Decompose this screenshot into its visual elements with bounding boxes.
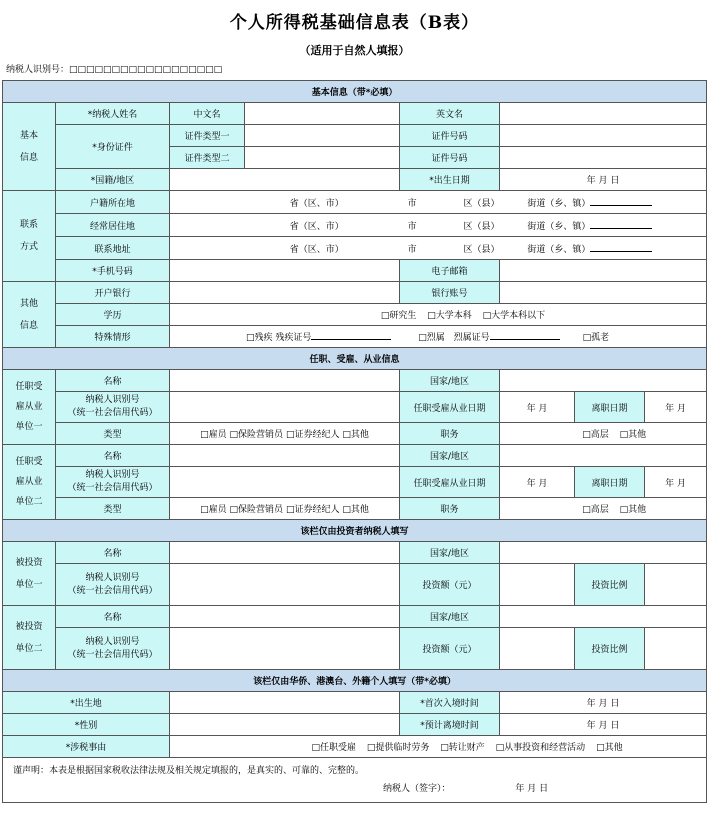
tax-matter-options: [170, 736, 707, 758]
disabled-no-blank[interactable]: [311, 330, 391, 340]
investee1-name-field[interactable]: [170, 542, 400, 564]
id-no1-label: 证件号码: [400, 125, 500, 147]
investee2-ratio-field[interactable]: [645, 628, 707, 670]
investee1-country-label: 国家/地区: [400, 542, 500, 564]
mobile-label: *手机号码: [56, 260, 170, 282]
type-option-employee[interactable]: □雇员: [200, 430, 227, 440]
matter-option-temporary-labor[interactable]: □提供临时劳务: [366, 743, 430, 753]
province-label: 省（区、市）: [289, 221, 344, 232]
city-label: 市: [407, 221, 417, 232]
id-type2-label: 证件类型二: [170, 147, 245, 169]
position-option-other[interactable]: □其他: [619, 430, 647, 440]
english-name-label: 英文名: [400, 103, 500, 125]
id-no2-label: 证件号码: [400, 147, 500, 169]
section-header-basic: 基本信息（带*必填）: [3, 81, 707, 103]
chinese-name-label: 中文名: [170, 103, 245, 125]
type-option-broker[interactable]: □证券经纪人: [285, 505, 340, 515]
taxpayer-id-line: [6, 62, 222, 75]
taxpayer-name-label: *纳税人姓名: [56, 103, 170, 125]
investee1-amount-label: 投资额（元）: [400, 564, 500, 606]
district-label: 区（县）: [463, 244, 500, 255]
martyr-no-label: 烈属证号: [453, 333, 490, 343]
employer2-country-field[interactable]: [500, 445, 707, 467]
basic-info-table: [2, 80, 707, 803]
id-type1-label: 证件类型一: [170, 125, 245, 147]
investee2-tin-field[interactable]: [170, 628, 400, 670]
matter-option-property-transfer[interactable]: □转让财产: [440, 743, 485, 753]
declaration-text: 谨声明：本表是根据国家税收法律法规及相关规定填报的，是真实的、可靠的、完整的。: [13, 766, 365, 776]
investee1-ratio-field[interactable]: [645, 564, 707, 606]
first-entry-field[interactable]: 年 月 日: [500, 692, 707, 714]
nationality-field[interactable]: [170, 169, 400, 191]
investee2-country-label: 国家/地区: [400, 606, 500, 628]
tax-matter-label: *涉税事由: [3, 736, 170, 758]
district-label: 区（县）: [463, 198, 500, 209]
email-field[interactable]: [500, 260, 707, 282]
matter-option-employment[interactable]: □任职受雇: [311, 743, 357, 753]
employer2-name-field[interactable]: [170, 445, 400, 467]
employer2-country-label: 国家/地区: [400, 445, 500, 467]
investee1-amount-field[interactable]: [500, 564, 575, 606]
signature-line: [13, 780, 696, 798]
employer2-position-options: [500, 498, 707, 520]
employer2-type-options: [170, 498, 400, 520]
id-type2-field[interactable]: [245, 147, 400, 169]
city-label: 市: [407, 244, 417, 255]
investee1-name-label: 名称: [56, 542, 170, 564]
gender-field[interactable]: [170, 714, 400, 736]
investee2-amount-field[interactable]: [500, 628, 575, 670]
group-employer-2: 任职受 雇从业 单位二: [3, 445, 56, 520]
signer-label: 纳税人（签字）：: [383, 784, 451, 794]
birth-date-field[interactable]: 年 月 日: [500, 169, 707, 191]
birthplace-label: *出生地: [3, 692, 170, 714]
bank-label: 开户银行: [56, 282, 170, 304]
residence-address-field[interactable]: [170, 214, 707, 237]
position-option-senior[interactable]: □高层: [582, 505, 609, 515]
mobile-field[interactable]: [170, 260, 400, 282]
investee1-country-field[interactable]: [500, 542, 707, 564]
taxpayer-id-boxes[interactable]: □□□□□□□□□□□□□□□□□□: [69, 65, 223, 75]
employer1-country-field[interactable]: [500, 370, 707, 392]
employer1-country-label: 国家/地区: [400, 370, 500, 392]
birthplace-field[interactable]: [170, 692, 400, 714]
province-label: 省（区、市）: [289, 198, 344, 209]
investee1-ratio-label: 投资比例: [575, 564, 645, 606]
group-contact: 联系 方式: [3, 191, 56, 282]
city-label: 市: [407, 198, 417, 209]
street-blank[interactable]: [590, 219, 652, 229]
id-no1-field[interactable]: [500, 125, 707, 147]
first-entry-label: *首次入境时间: [400, 692, 500, 714]
special-case-options: [170, 326, 707, 348]
type-option-broker[interactable]: □证券经纪人: [285, 430, 340, 440]
group-investee-1: 被投资 单位一: [3, 542, 56, 606]
group-basic-info: 基本 信息: [3, 103, 56, 191]
gender-label: *性别: [3, 714, 170, 736]
investee2-amount-label: 投资额（元）: [400, 628, 500, 670]
expected-exit-label: *预计离境时间: [400, 714, 500, 736]
investee1-tin-label: 纳税人识别号 （统一社会信用代码）: [56, 564, 170, 606]
investee2-name-label: 名称: [56, 606, 170, 628]
chinese-name-field[interactable]: [245, 103, 400, 125]
employer1-tin-label: 纳税人识别号 （统一社会信用代码）: [56, 392, 170, 423]
section-header-investment: 该栏仅由投资者纳税人填写: [3, 520, 707, 542]
street-label: 街道（乡、镇）: [527, 244, 591, 255]
type-option-insurance[interactable]: □保险营销员: [229, 430, 284, 440]
edu-option-below[interactable]: □大学本科以下: [482, 311, 546, 321]
group-other-info: 其他 信息: [3, 282, 56, 348]
education-label: 学历: [56, 304, 170, 326]
employer1-leave-date-field[interactable]: 年 月: [645, 392, 707, 423]
employer2-leave-date-field[interactable]: 年 月: [645, 467, 707, 498]
employer1-start-date-field[interactable]: 年 月: [500, 392, 575, 423]
contact-address-label: 联系地址: [56, 237, 170, 260]
street-label: 街道（乡、镇）: [527, 198, 591, 209]
employer2-position-label: 职务: [400, 498, 500, 520]
employer2-tin-label: 纳税人识别号 （统一社会信用代码）: [56, 467, 170, 498]
edu-option-postgrad[interactable]: □研究生: [380, 311, 417, 321]
investee1-tin-field[interactable]: [170, 564, 400, 606]
section-header-employment: 任职、受雇、从业信息: [3, 348, 707, 370]
street-label: 街道（乡、镇）: [527, 221, 591, 232]
investee2-name-field[interactable]: [170, 606, 400, 628]
street-blank[interactable]: [590, 196, 652, 206]
household-address-label: 户籍所在地: [56, 191, 170, 214]
investee2-country-field[interactable]: [500, 606, 707, 628]
type-option-employee[interactable]: □雇员: [200, 505, 227, 515]
birth-date-label: *出生日期: [400, 169, 500, 191]
investee2-tin-label: 纳税人识别号 （统一社会信用代码）: [56, 628, 170, 670]
english-name-field[interactable]: [500, 103, 707, 125]
type-option-insurance[interactable]: □保险营销员: [229, 505, 284, 515]
residence-address-label: 经常居住地: [56, 214, 170, 237]
position-option-senior[interactable]: □高层: [582, 430, 609, 440]
group-investee-2: 被投资 单位二: [3, 606, 56, 670]
form-subtitle: （适用于自然人填报）: [299, 44, 410, 57]
martyr-option[interactable]: □烈属: [418, 333, 445, 343]
disabled-no-label: 残疾证号: [275, 333, 312, 343]
employer1-position-label: 职务: [400, 423, 500, 445]
bank-account-label: 银行账号: [400, 282, 500, 304]
disabled-option[interactable]: □残疾: [246, 333, 273, 343]
email-label: 电子邮箱: [400, 260, 500, 282]
employer2-name-label: 名称: [56, 445, 170, 467]
group-employer-1: 任职受 雇从业 单位一: [3, 370, 56, 445]
special-case-label: 特殊情形: [56, 326, 170, 348]
employer2-start-date-field[interactable]: 年 月: [500, 467, 575, 498]
street-blank[interactable]: [590, 242, 652, 252]
type-option-other[interactable]: □其他: [342, 430, 369, 440]
investee2-ratio-label: 投资比例: [575, 628, 645, 670]
matter-option-investment[interactable]: □从事投资和经营活动: [495, 743, 586, 753]
employer1-name-label: 名称: [56, 370, 170, 392]
province-label: 省（区、市）: [289, 244, 344, 255]
matter-option-other[interactable]: □其他: [596, 743, 623, 753]
employer1-leave-date-label: 离职日期: [575, 392, 645, 423]
employer2-type-label: 类型: [56, 498, 170, 520]
employer2-leave-date-label: 离职日期: [575, 467, 645, 498]
expected-exit-field[interactable]: 年 月 日: [500, 714, 707, 736]
taxpayer-id-label: 纳税人识别号：: [6, 65, 70, 75]
elderly-option[interactable]: □孤老: [582, 333, 610, 343]
nationality-label: *国籍/地区: [56, 169, 170, 191]
employer1-tin-field[interactable]: [170, 392, 400, 423]
signature-date[interactable]: 年 月 日: [515, 784, 549, 794]
id-no2-field[interactable]: [500, 147, 707, 169]
position-option-other[interactable]: □其他: [619, 505, 647, 515]
employer1-position-options: [500, 423, 707, 445]
district-label: 区（县）: [463, 221, 500, 232]
employer1-type-options: [170, 423, 400, 445]
household-address-field[interactable]: [170, 191, 707, 214]
bank-field[interactable]: [170, 282, 400, 304]
section-header-foreign: 该栏仅由华侨、港澳台、外籍个人填写（带*必填）: [3, 670, 707, 692]
employer2-tin-field[interactable]: [170, 467, 400, 498]
form-title: 个人所得税基础信息表（B表）: [229, 13, 480, 33]
employer2-start-date-label: 任职受雇从业日期: [400, 467, 500, 498]
declaration-box: [3, 758, 707, 803]
employer1-name-field[interactable]: [170, 370, 400, 392]
education-options: [170, 304, 707, 326]
type-option-other[interactable]: □其他: [342, 505, 369, 515]
employer1-start-date-label: 任职受雇从业日期: [400, 392, 500, 423]
bank-account-field[interactable]: [500, 282, 707, 304]
edu-option-bachelor[interactable]: □大学本科: [427, 311, 472, 321]
contact-address-field[interactable]: [170, 237, 707, 260]
id-document-label: *身份证件: [56, 125, 170, 169]
employer1-type-label: 类型: [56, 423, 170, 445]
martyr-no-blank[interactable]: [490, 330, 560, 340]
id-type1-field[interactable]: [245, 125, 400, 147]
